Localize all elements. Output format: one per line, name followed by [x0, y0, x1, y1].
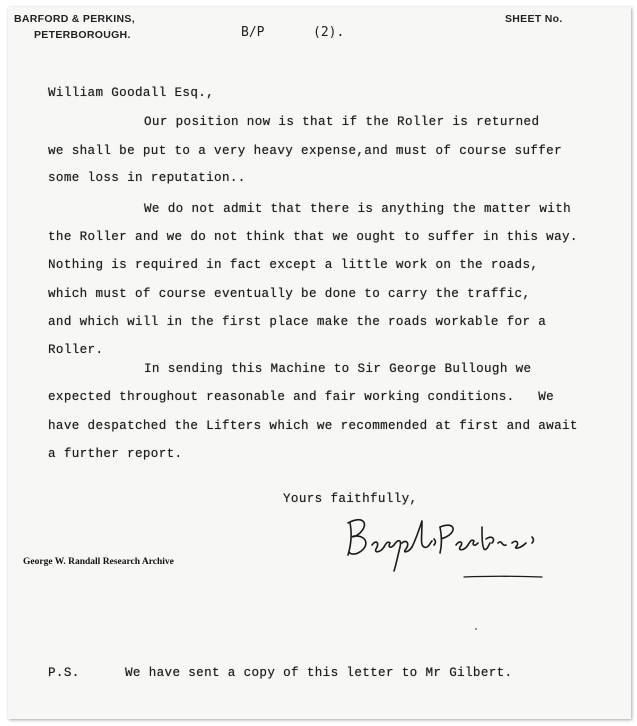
paragraph-2-line-1: We do not admit that there is anything the matter with [144, 202, 572, 216]
paragraph-2-line-3: Nothing is required in fact except a little work on the roads, [48, 258, 539, 272]
letterhead-city: PETERBOROUGH. [34, 29, 131, 41]
handwritten-signature [336, 509, 556, 579]
paragraph-1-line-2: we shall be put to a very heavy expense,and must of course suffer [48, 144, 562, 158]
letterhead-sheet-label: SHEET No. [505, 13, 563, 25]
letterhead-company: BARFORD & PERKINS, [14, 13, 135, 25]
paragraph-3-line-2: expected throughout reasonable and fair working conditions. We [48, 390, 555, 404]
archive-watermark: George W. Randall Research Archive [23, 557, 174, 567]
paragraph-1-line-3: some loss in reputation.. [48, 171, 246, 185]
postscript-text: We have sent a copy of this letter to Mr Gilbert. [125, 666, 513, 680]
paragraph-2-line-2: the Roller and we do not think that we ought to suffer in this way. [48, 230, 578, 244]
letter-sheet [8, 7, 631, 719]
reference-initials: B/P [241, 25, 265, 40]
salutation: William Goodall Esq., [48, 86, 215, 100]
paragraph-2-line-5: and which will in the first place make the roads workable for a [48, 315, 547, 329]
paragraph-3-line-1: In sending this Machine to Sir George Bullough we [144, 362, 532, 376]
paragraph-2-line-6: Roller. [48, 343, 104, 357]
paragraph-3-line-4: a further report. [48, 447, 183, 461]
reference-sheet-number: (2). [313, 25, 345, 40]
postscript-label: P.S. [48, 666, 80, 680]
paragraph-2-line-4: which must of course eventually be done to carry the traffic, [48, 287, 531, 301]
closing: Yours faithfully, [283, 492, 418, 506]
paragraph-1-line-1: Our position now is that if the Roller is returned [144, 115, 540, 129]
paragraph-3-line-3: have despatched the Lifters which we recommended at first and await [48, 419, 578, 433]
paper-speck [475, 628, 477, 630]
